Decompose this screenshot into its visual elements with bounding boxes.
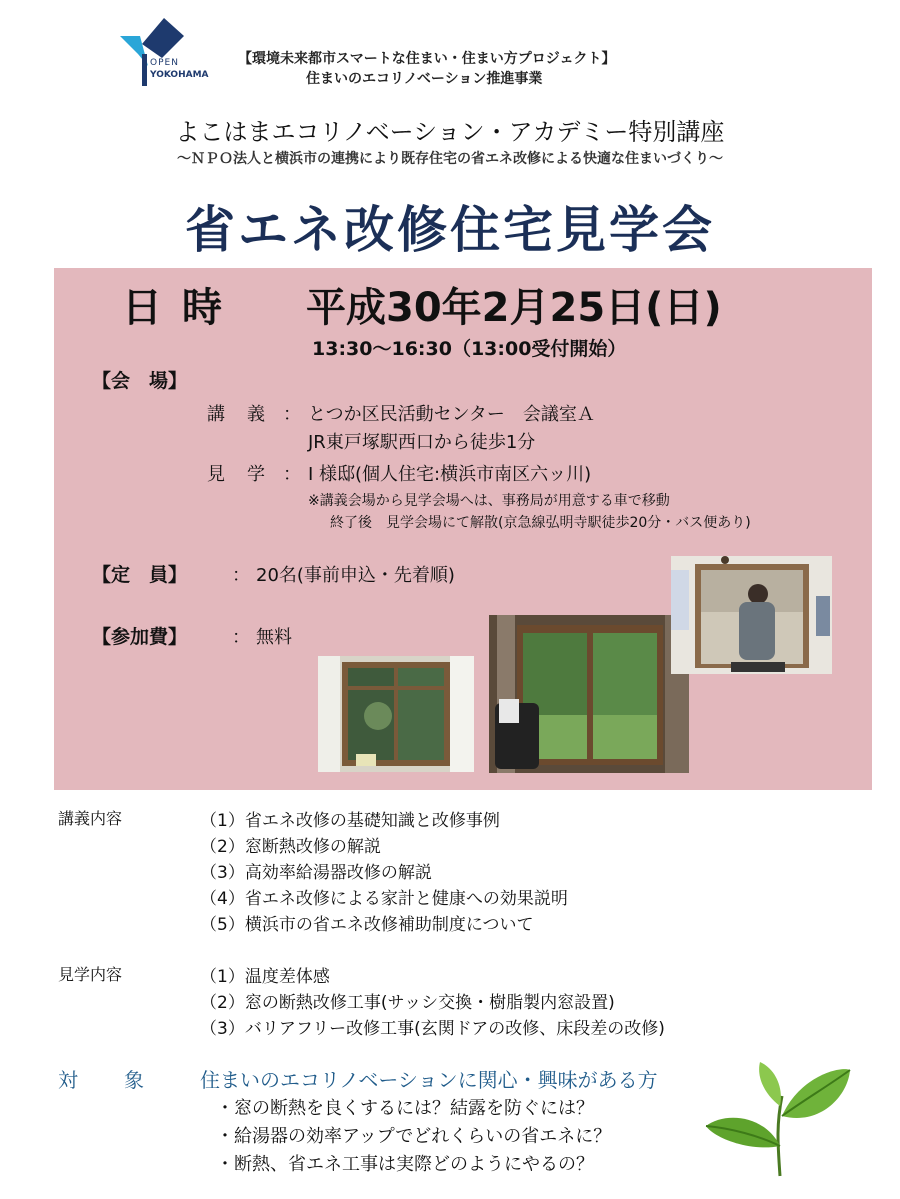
list-item: （2）窓の断熱改修工事(サッシ交換・樹脂製内窓設置) [200,993,615,1013]
fee-value: 無料 [256,627,292,648]
tour-note-dismissal: 終了後 見学会場にて解散(京急線弘明寺駅徒歩20分・バス便あり) [330,515,751,531]
window-photo-3 [671,556,832,674]
tour-venue: I 様邸(個人住宅:横浜市南区六ッ川) [308,464,592,485]
date-label: 日時 [122,285,242,331]
venue-label: 【会 場】 [92,370,188,392]
event-time: 13:30～16:30（13:00受付開始） [312,338,627,360]
list-item: （4）省エネ改修による家計と健康への効果説明 [200,889,568,909]
tour-note-transport: ※講義会場から見学会場へは、事務局が用意する車で移動 [308,493,670,509]
leaf-icon [700,1056,860,1186]
list-item: （1）温度差体感 [200,967,330,987]
target-question: ・給湯器の効率アップでどれくらいの省エネに？ [216,1126,612,1147]
date-value: 平成30年2月25日(日) [306,285,722,331]
lecture-venue: とつか区民活動センター 会議室Ａ [308,404,595,425]
target-label: 対 象 [58,1068,146,1092]
fee-label: 【参加費】 [92,626,188,648]
tour-colon: ： [283,464,301,485]
window-photo-2 [489,615,689,773]
project-title: 【環境未来都市スマートな住まい・住まい方プロジェクト】 [238,51,616,67]
lecture-label: 講 義 [207,404,267,425]
project-subtitle: 住まいのエコリノベーション推進事業 [306,71,543,87]
list-item: （2）窓断熱改修の解説 [200,837,381,857]
tour-label: 見 学 [207,464,267,485]
academy-title: よこはまエコリノベーション・アカデミー特別講座 [175,118,725,146]
lecture-access: JR東戸塚駅西口から徒歩1分 [308,432,536,453]
fee-colon: ： [232,627,250,648]
page-title: 省エネ改修住宅見学会 [185,201,715,259]
yokohama-logo-icon [118,14,198,94]
academy-subline: ～ＮＰＯ法人と横浜市の連携により既存住宅の省エネ改修による快適な住まいづくり～ [177,151,723,167]
tour-contents-heading: 見学内容 [58,965,123,984]
list-item: （1）省エネ改修の基礎知識と改修事例 [200,811,500,831]
leaf-decoration [700,1056,860,1186]
target-question: ・断熱、省エネ工事は実際どのようにやるの？ [216,1154,594,1175]
target-question: ・窓の断熱を良くするには？結露を防ぐには？ [216,1098,594,1119]
capacity-label: 【定 員】 [92,564,188,586]
lecture-contents-heading: 講義内容 [58,809,123,828]
open-yokohama-logo [118,14,198,94]
lecture-colon: ： [283,404,301,425]
capacity-colon: ： [232,565,250,586]
list-item: （3）高効率給湯器改修の解説 [200,863,432,883]
list-item: （5）横浜市の省エネ改修補助制度について [200,915,534,935]
window-photo-1 [318,656,474,772]
logo-text-open: OPEN [150,58,179,68]
logo-text-yokohama: YOKOHAMA [150,70,209,80]
list-item: （3）バリアフリー改修工事(玄関ドアの改修、床段差の改修) [200,1019,665,1039]
target-description: 住まいのエコリノベーションに関心・興味がある方 [200,1068,658,1092]
capacity-value: 20名(事前申込・先着順) [256,565,455,586]
